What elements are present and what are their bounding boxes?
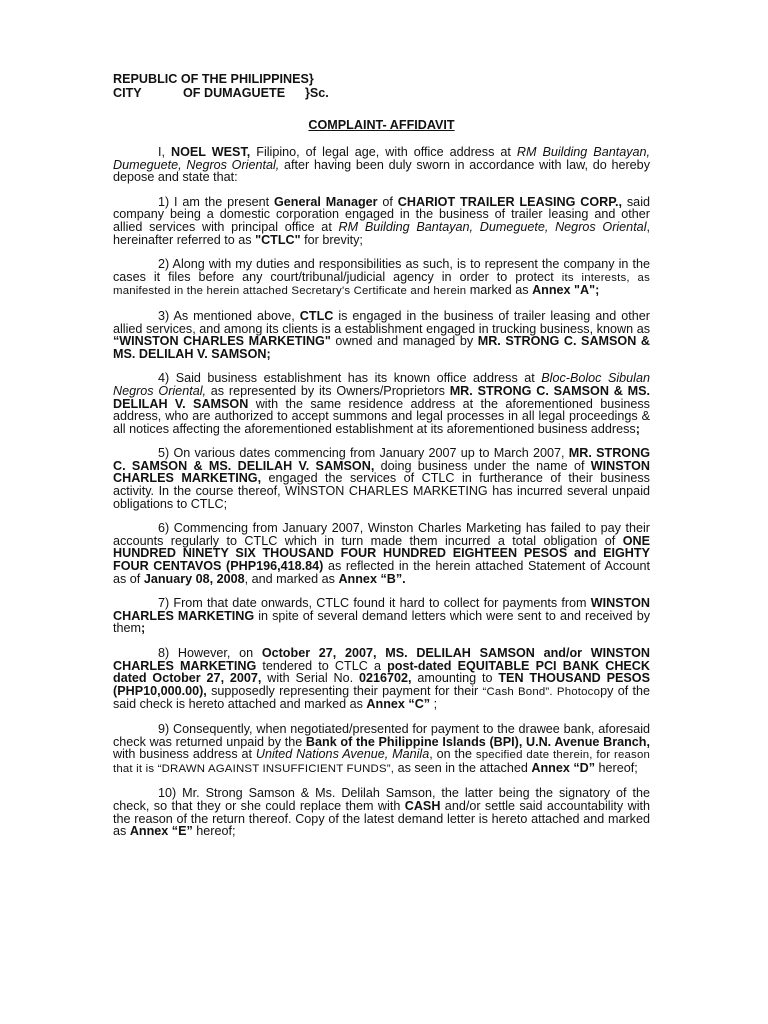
text-run: , and marked as bbox=[244, 571, 339, 586]
text-run: RM Building Bantayan, Dumeguete, Negros Oriental bbox=[338, 219, 647, 234]
paragraph-6 bbox=[113, 522, 650, 585]
text-run: Annex “E” bbox=[129, 824, 193, 839]
text-run: after having been duly sworn in accordance with law, do hereby depose and state that: bbox=[113, 157, 650, 185]
text-run: supposedly representing their payment for their bbox=[206, 683, 483, 698]
text-run: RM Building Bantayan, Dumeguete, Negros Oriental, bbox=[113, 145, 651, 172]
text-run: with the same residence address at the aforementioned business address, who are authorized to accept summons and legal processes in all legal proceedings & all notices affecting the aforementioned establishment at its aforementioned business address bbox=[113, 396, 650, 436]
text-run: with Serial No. bbox=[261, 671, 359, 686]
text-run: Annex “B”. bbox=[338, 571, 406, 586]
paragraph-5 bbox=[113, 447, 650, 510]
paragraph-intro bbox=[113, 146, 650, 184]
text-run: Bloc-Boloc Sibulan Negros Oriental, bbox=[113, 371, 650, 398]
text-run: “Cash Bond”. Photoco bbox=[482, 685, 601, 698]
paragraph-3 bbox=[113, 310, 650, 360]
text-run: owned and managed by bbox=[330, 334, 478, 349]
text-run: WINSTON CHARLES MARKETING, bbox=[113, 458, 651, 486]
text-run: as represented by its Owners/Proprietors bbox=[206, 383, 450, 398]
text-run: py of the said check is hereto attached and marked as bbox=[113, 683, 650, 712]
text-run: is engaged in the business of trailer leasing and other allied services, and among its clients is a establishment engaged in trucking business, known as bbox=[113, 308, 650, 336]
text-run: I, bbox=[158, 145, 172, 159]
text-run: ; bbox=[635, 421, 640, 436]
text-run: hereof; bbox=[192, 824, 236, 839]
text-run: specified date therein, for reason that it is “DRAWN AGAINST INSUFFICIENT FUNDS”, bbox=[113, 749, 651, 775]
text-run: TEN THOUSAND PESOS (PHP10,000.00), bbox=[113, 671, 650, 698]
text-run: , on the bbox=[429, 747, 476, 762]
text-run: doing business under the name of bbox=[374, 458, 591, 473]
text-run: marked as bbox=[466, 283, 533, 298]
text-run: 10) Mr. Strong Samson & Ms. Delilah Samson, the latter being the signatory of the check, so that they or she could replace them with bbox=[113, 786, 650, 813]
text-run: WINSTON CHARLES MARKETING bbox=[113, 596, 650, 623]
paragraph-9 bbox=[113, 723, 650, 775]
paragraph-8 bbox=[113, 647, 650, 711]
paragraph-7 bbox=[113, 597, 650, 635]
text-run: “WINSTON CHARLES MARKETING" bbox=[113, 334, 331, 349]
text-run: ; bbox=[430, 697, 438, 712]
text-run: 9) Consequently, when negotiated/presented for payment to the drawee bank, aforesaid check was returned unpaid by the bbox=[113, 721, 650, 749]
paragraph-10 bbox=[113, 787, 650, 837]
text-run: Annex “C” bbox=[366, 697, 431, 712]
text-run: January 08, 2008 bbox=[143, 571, 245, 586]
paragraph-4 bbox=[113, 372, 650, 435]
text-run: 2) Along with my duties and responsibilities as such, is to represent the company in the cases it files before any court/tribunal/judicial agency in order to protect bbox=[113, 257, 650, 284]
text-run: its interests, as manifested in the herein attached Secretary's Certificate and herein bbox=[113, 271, 650, 298]
header-city-name: OF DUMAGUETE bbox=[183, 86, 286, 100]
text-run: MR. STRONG C. SAMSON & MS. DELILAH V. SAMSON, bbox=[113, 446, 650, 473]
text-run: CASH bbox=[404, 798, 441, 813]
text-run: and/or settle said accountability with the reason of the return thereof. Copy of the latest demand letter is hereto attached and marked as bbox=[113, 798, 650, 839]
text-run: for brevity; bbox=[300, 232, 363, 247]
text-run: as reflected in the herein attached Statement of Account as of bbox=[113, 559, 650, 586]
paragraph-1 bbox=[113, 196, 650, 246]
text-run: October 27, 2007, MS. DELILAH SAMSON and/or WINSTON CHARLES MARKETING bbox=[113, 646, 650, 673]
header-line-republic: REPUBLIC OF THE PHILIPPINES} bbox=[113, 72, 314, 86]
header-line-city bbox=[113, 86, 650, 100]
text-run: as seen in the attached bbox=[394, 760, 532, 775]
text-run: "CTLC" bbox=[255, 232, 301, 247]
text-run: ; bbox=[141, 621, 146, 636]
text-run: MR. STRONG C. SAMSON & MS. DELILAH V. SAMSON bbox=[113, 383, 650, 411]
text-run: General Manager bbox=[274, 194, 378, 209]
text-run: hereof; bbox=[595, 760, 638, 775]
document-header bbox=[113, 72, 650, 100]
header-city-label: CITY bbox=[113, 86, 142, 100]
text-run: CTLC bbox=[299, 308, 334, 323]
text-run: tendered to CTLC a bbox=[256, 658, 388, 673]
text-run: post-dated EQUITABLE PCI BANK CHECK dated October 27, 2007, bbox=[113, 658, 650, 686]
text-run: Bank of the Philippine Islands (BPI), U.N. Avenue Branch, bbox=[305, 734, 650, 749]
text-run: CHARIOT TRAILER LEASING CORP., bbox=[397, 194, 623, 209]
text-run: amounting to bbox=[411, 671, 499, 686]
text-run: Annex “D” bbox=[531, 760, 596, 775]
text-run: said company being a domestic corporation engaged in the business of trailer leasing and other allied services with principal office at bbox=[113, 194, 650, 234]
text-run: 0216702, bbox=[358, 671, 412, 686]
paragraph-2 bbox=[113, 258, 650, 298]
text-run: 4) Said business establishment has its known office address at bbox=[158, 371, 542, 386]
text-run: 6) Commencing from January 2007, Winston Charles Marketing has failed to pay their accounts regularly to CTLC which in turn made them incurred a total obligation of bbox=[113, 521, 650, 548]
text-run: 1) I am the present bbox=[158, 194, 274, 209]
text-run: United Nations Avenue, Manila bbox=[255, 747, 430, 762]
text-run: Annex "A"; bbox=[532, 283, 600, 298]
text-run: MR. STRONG C. SAMSON & MS. DELILAH V. SAMSON; bbox=[113, 334, 651, 361]
text-run: of bbox=[377, 194, 398, 209]
text-run: 8) However, on bbox=[158, 646, 262, 660]
text-run: ONE HUNDRED NINETY SIX THOUSAND FOUR HUNDRED EIGHTEEN PESOS and EIGHTY FOUR CENTAVOS (PHP196,418.84) bbox=[113, 533, 650, 574]
text-run: 3) As mentioned above, bbox=[158, 308, 300, 323]
text-run: engaged the services of CTLC in furtherance of their business activity. In the course thereof, WINSTON CHARLES MARKETING has incurred several unpaid obligations to CTLC; bbox=[113, 471, 650, 511]
header-sc: }Sc. bbox=[305, 86, 329, 100]
text-run: with business address at bbox=[113, 747, 256, 762]
text-run: in spite of several demand letters which were sent to and received by them bbox=[113, 608, 650, 636]
text-run: NOEL WEST, bbox=[171, 145, 251, 159]
text-run: Filipino, of legal age, with office address at bbox=[250, 145, 517, 159]
text-run: , hereinafter referred to as bbox=[113, 219, 650, 247]
document-title: COMPLAINT- AFFIDAVIT bbox=[308, 118, 455, 132]
text-run: 5) On various dates commencing from January 2007 up to March 2007, bbox=[158, 446, 569, 461]
text-run: 7) From that date onwards, CTLC found it hard to collect for payments from bbox=[158, 596, 591, 611]
